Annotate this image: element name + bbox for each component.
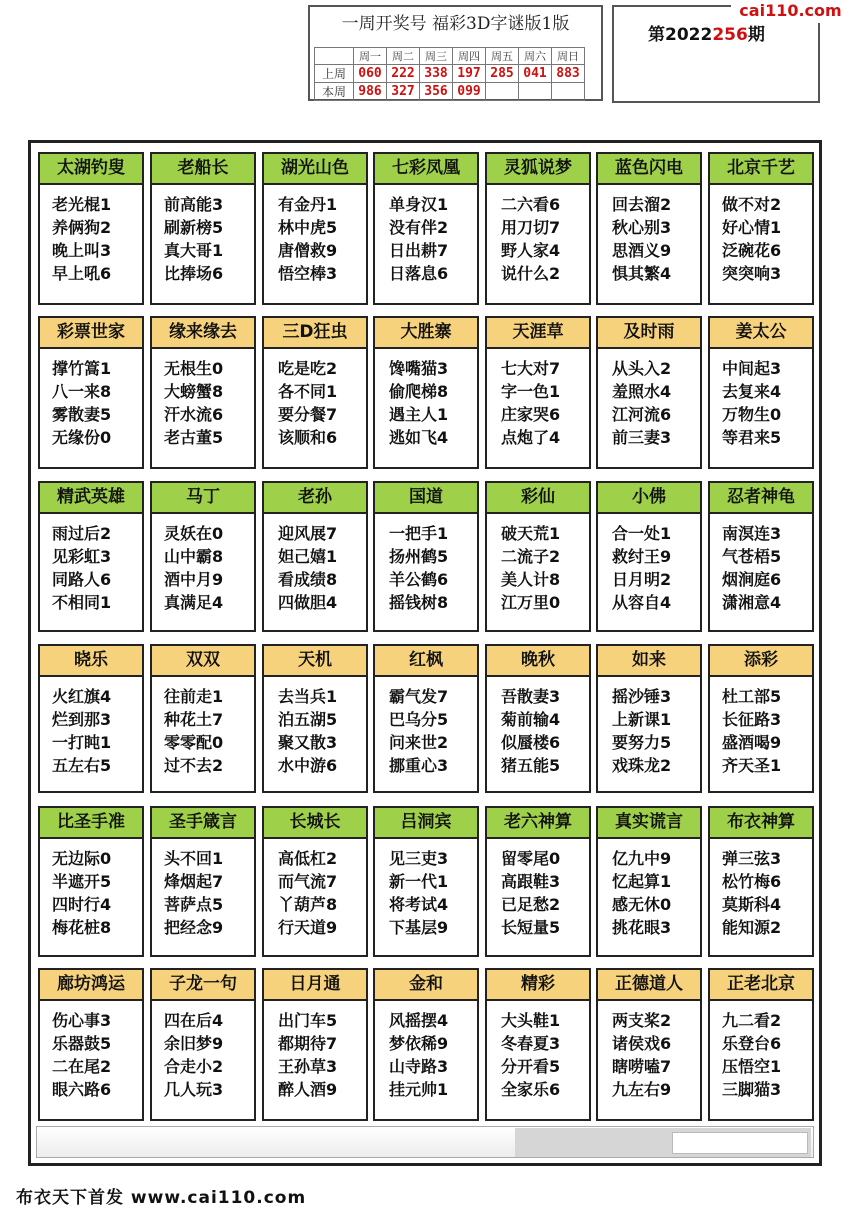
- riddle-line: 留零尾0: [501, 849, 561, 868]
- riddle-line: 过不去2: [164, 756, 224, 775]
- riddle-card: [150, 152, 256, 305]
- riddle-card: [150, 968, 256, 1121]
- riddle-card-title: 吕洞宾: [375, 808, 477, 839]
- riddle-line: 问来世2: [389, 733, 449, 752]
- riddle-line: 水中游6: [278, 756, 338, 775]
- this-week-number: [486, 83, 519, 101]
- last-week-number: 041: [519, 65, 552, 83]
- riddle-line: 合走小2: [164, 1057, 224, 1076]
- riddle-card: [708, 152, 814, 305]
- riddle-card-title: 老船长: [152, 154, 254, 185]
- riddle-card-title: 彩票世家: [40, 318, 142, 349]
- riddle-line: 单身汉1: [389, 195, 449, 214]
- riddle-line: 丫葫芦8: [278, 895, 338, 914]
- riddle-line: 好心情1: [722, 218, 782, 237]
- riddle-line: 都期待7: [278, 1034, 338, 1053]
- riddle-line: 大头鞋1: [501, 1011, 561, 1030]
- riddle-line: 迎风展7: [278, 524, 338, 543]
- riddle-line: 四做胆4: [278, 593, 338, 612]
- riddle-card-title: 马丁: [152, 483, 254, 514]
- riddle-line: 前高能3: [164, 195, 224, 214]
- riddle-card-title: 日月通: [264, 970, 366, 1001]
- riddle-card-title: 比圣手准: [40, 808, 142, 839]
- riddle-line: 潇湘意4: [722, 593, 782, 612]
- riddle-card-title: 国道: [375, 483, 477, 514]
- riddle-line: 用刀切7: [501, 218, 561, 237]
- riddle-line: 似蜃楼6: [501, 733, 561, 752]
- riddle-card-title: 天涯草: [487, 318, 589, 349]
- riddle-line: 回去溜2: [612, 195, 672, 214]
- riddle-line: 上新课1: [612, 710, 672, 729]
- riddle-card: [373, 481, 479, 632]
- riddle-line: 烂到那3: [52, 710, 112, 729]
- riddle-line: 看成绩8: [278, 570, 338, 589]
- riddle-line: 去当兵1: [278, 687, 338, 706]
- this-week-number: 986: [354, 83, 387, 101]
- riddle-card-title: 灵狐说梦: [487, 154, 589, 185]
- day-header: 周日: [552, 48, 585, 65]
- riddle-line: 乐登台6: [722, 1034, 782, 1053]
- riddle-line: 汗水流6: [164, 405, 224, 424]
- riddle-card: [262, 968, 368, 1121]
- riddle-line: 有金丹1: [278, 195, 338, 214]
- riddle-line: 该顺和6: [278, 428, 338, 447]
- issue-number: 第2022256期: [648, 25, 765, 45]
- riddle-card-title: 太湖钓叟: [40, 154, 142, 185]
- riddle-line: 真大哥1: [164, 241, 224, 260]
- riddle-line: 火红旗4: [52, 687, 112, 706]
- riddle-line: 霸气发7: [389, 687, 449, 706]
- riddle-line: 烽烟起7: [164, 872, 224, 891]
- riddle-card: [596, 806, 702, 957]
- riddle-line: 亿九中9: [612, 849, 672, 868]
- riddle-line: 日落息6: [389, 264, 449, 283]
- riddle-card-title: 双双: [152, 646, 254, 677]
- riddle-card-title: 子龙一句: [152, 970, 254, 1001]
- riddle-line: 一打盹1: [52, 733, 112, 752]
- riddle-line: 逃如飞4: [389, 428, 449, 447]
- riddle-line: 眼六路6: [52, 1080, 112, 1099]
- riddle-card-title: 如来: [598, 646, 700, 677]
- riddle-card: [708, 806, 814, 957]
- riddle-card-title: 北京千艺: [710, 154, 812, 185]
- riddle-line: 三脚猫3: [722, 1080, 782, 1099]
- riddle-line: 松竹梅6: [722, 872, 782, 891]
- footer-text[interactable]: 布衣天下首发 www.cai110.com: [16, 1188, 307, 1208]
- riddle-card-title: 彩仙: [487, 483, 589, 514]
- riddle-line: 要分餐7: [278, 405, 338, 424]
- bottom-bar-box: [672, 1132, 808, 1154]
- riddle-card-title: 小佛: [598, 483, 700, 514]
- riddle-line: 无边际0: [52, 849, 112, 868]
- riddle-line: 刷新榜5: [164, 218, 224, 237]
- riddle-line: 高跟鞋3: [501, 872, 561, 891]
- riddle-card: [485, 644, 591, 793]
- riddle-line: 八一来8: [52, 382, 112, 401]
- riddle-line: 从容自4: [612, 593, 672, 612]
- riddle-line: 美人计8: [501, 570, 561, 589]
- riddle-line: 吃是吃2: [278, 359, 338, 378]
- riddle-card-title: 七彩凤凰: [375, 154, 477, 185]
- this-week-number: 356: [420, 83, 453, 101]
- riddle-line: 五左右5: [52, 756, 112, 775]
- riddle-line: 一把手1: [389, 524, 449, 543]
- riddle-line: 二在尾2: [52, 1057, 112, 1076]
- riddle-line: 瞎唠嗑7: [612, 1057, 672, 1076]
- riddle-line: 馋嘴猫3: [389, 359, 449, 378]
- riddle-card: [708, 481, 814, 632]
- riddle-line: 前三妻3: [612, 428, 672, 447]
- riddle-line: 忆起算1: [612, 872, 672, 891]
- riddle-line: 几人玩3: [164, 1080, 224, 1099]
- riddle-line: 将考试4: [389, 895, 449, 914]
- riddle-card: [38, 481, 144, 632]
- riddle-card: [596, 644, 702, 793]
- riddle-line: 山寺路3: [389, 1057, 449, 1076]
- riddle-card-title: 正德道人: [598, 970, 700, 1001]
- riddle-line: 要努力5: [612, 733, 672, 752]
- riddle-line: 感无休0: [612, 895, 672, 914]
- riddle-card: [38, 968, 144, 1121]
- riddle-line: 做不对2: [722, 195, 782, 214]
- day-header: 周二: [387, 48, 420, 65]
- riddle-line: 菊前输4: [501, 710, 561, 729]
- last-week-number: 883: [552, 65, 585, 83]
- riddle-card: [485, 316, 591, 469]
- riddle-line: 而气流7: [278, 872, 338, 891]
- riddle-card: [38, 316, 144, 469]
- riddle-card: [262, 806, 368, 957]
- riddle-card-title: 晓乐: [40, 646, 142, 677]
- riddle-card-title: 精武英雄: [40, 483, 142, 514]
- riddle-line: 把经念9: [164, 918, 224, 937]
- riddle-line: 余旧梦9: [164, 1034, 224, 1053]
- riddle-line: 醉人酒9: [278, 1080, 338, 1099]
- riddle-line: 诸侯戏6: [612, 1034, 672, 1053]
- riddle-line: 零零配0: [164, 733, 224, 752]
- riddle-line: 万物生0: [722, 405, 782, 424]
- riddle-line: 分开看5: [501, 1057, 561, 1076]
- riddle-line: 二六看6: [501, 195, 561, 214]
- riddle-card: [596, 481, 702, 632]
- riddle-line: 突突响3: [722, 264, 782, 283]
- riddle-card-title: 金和: [375, 970, 477, 1001]
- riddle-line: 晚上叫3: [52, 241, 112, 260]
- riddle-line: 聚又散3: [278, 733, 338, 752]
- riddle-card: [150, 806, 256, 957]
- riddle-line: 说什么2: [501, 264, 561, 283]
- riddle-line: 日出耕7: [389, 241, 449, 260]
- riddle-line: 南溟连3: [722, 524, 782, 543]
- riddle-line: 扬州鹤5: [389, 547, 449, 566]
- riddle-line: 菩萨点5: [164, 895, 224, 914]
- riddle-card-title: 精彩: [487, 970, 589, 1001]
- riddle-line: 四时行4: [52, 895, 112, 914]
- riddle-card-title: 长城长: [264, 808, 366, 839]
- riddle-line: 野人家4: [501, 241, 561, 260]
- riddle-line: 没有伴2: [389, 218, 449, 237]
- riddle-card: [373, 152, 479, 305]
- riddle-line: 雨过后2: [52, 524, 112, 543]
- riddle-card-title: 真实谎言: [598, 808, 700, 839]
- riddle-card: [485, 968, 591, 1121]
- riddle-card: [262, 481, 368, 632]
- riddle-card: [262, 316, 368, 469]
- riddle-card: [373, 644, 479, 793]
- riddle-line: 江万里0: [501, 593, 561, 612]
- riddle-line: 高低杠2: [278, 849, 338, 868]
- day-header: 周六: [519, 48, 552, 65]
- riddle-line: 九二看2: [722, 1011, 782, 1030]
- riddle-line: 长短量5: [501, 918, 561, 937]
- riddle-card: [38, 152, 144, 305]
- riddle-line: 行天道9: [278, 918, 338, 937]
- riddle-line: 全家乐6: [501, 1080, 561, 1099]
- riddle-card-title: 缘来缘去: [152, 318, 254, 349]
- riddle-card: [38, 806, 144, 957]
- riddle-line: 悟空棒3: [278, 264, 338, 283]
- riddle-line: 偷爬梯8: [389, 382, 449, 401]
- riddle-line: 救纣王9: [612, 547, 672, 566]
- riddle-card: [373, 806, 479, 957]
- riddle-line: 七大对7: [501, 359, 561, 378]
- riddle-card-title: 蓝色闪电: [598, 154, 700, 185]
- riddle-line: 下基层9: [389, 918, 449, 937]
- riddle-line: 羊公鹤6: [389, 570, 449, 589]
- riddle-line: 唐僧救9: [278, 241, 338, 260]
- day-header: 周四: [453, 48, 486, 65]
- this-week-number: [552, 83, 585, 101]
- riddle-line: 风摇摆4: [389, 1011, 449, 1030]
- riddle-line: 不相同1: [52, 593, 112, 612]
- last-week-number: 285: [486, 65, 519, 83]
- riddle-line: 羞照水4: [612, 382, 672, 401]
- riddle-line: 撑竹篙1: [52, 359, 112, 378]
- riddle-line: 大螃蟹8: [164, 382, 224, 401]
- results-table: [314, 47, 585, 101]
- this-week-number: 099: [453, 83, 486, 101]
- riddle-line: 真满足4: [164, 593, 224, 612]
- this-week-number: 327: [387, 83, 420, 101]
- riddle-card: [262, 644, 368, 793]
- riddle-line: 灵妖在0: [164, 524, 224, 543]
- riddle-line: 泛碗花6: [722, 241, 782, 260]
- riddle-card-title: 湖光山色: [264, 154, 366, 185]
- riddle-card: [262, 152, 368, 305]
- riddle-line: 出门车5: [278, 1011, 338, 1030]
- riddle-card-title: 及时雨: [598, 318, 700, 349]
- riddle-card: [596, 152, 702, 305]
- riddle-card: [708, 968, 814, 1121]
- riddle-card-title: 正老北京: [710, 970, 812, 1001]
- riddle-line: 四在后4: [164, 1011, 224, 1030]
- riddle-line: 往前走1: [164, 687, 224, 706]
- riddle-line: 挪重心3: [389, 756, 449, 775]
- riddle-line: 林中虎5: [278, 218, 338, 237]
- riddle-line: 老古董5: [164, 428, 224, 447]
- riddle-card: [708, 644, 814, 793]
- riddle-line: 齐天圣1: [722, 756, 782, 775]
- riddle-card-title: 忍者神龟: [710, 483, 812, 514]
- riddle-card: [708, 316, 814, 469]
- riddle-line: 各不同1: [278, 382, 338, 401]
- day-header: 周三: [420, 48, 453, 65]
- riddle-line: 山中霸8: [164, 547, 224, 566]
- riddle-line: 无缘份0: [52, 428, 112, 447]
- riddle-card: [150, 644, 256, 793]
- riddle-line: 养俩狗2: [52, 218, 112, 237]
- riddle-card-title: 布衣神算: [710, 808, 812, 839]
- day-header: 周五: [486, 48, 519, 65]
- site-watermark[interactable]: cai110.com: [731, 1, 850, 23]
- last-week-number: 338: [420, 65, 453, 83]
- riddle-line: 气苍梧5: [722, 547, 782, 566]
- riddle-card-title: 老六神算: [487, 808, 589, 839]
- riddle-line: 挑花眼3: [612, 918, 672, 937]
- riddle-line: 惧其繁4: [612, 264, 672, 283]
- riddle-card-title: 晚秋: [487, 646, 589, 677]
- riddle-line: 酒中月9: [164, 570, 224, 589]
- riddle-line: 二流子2: [501, 547, 561, 566]
- weekly-results-panel: [308, 5, 603, 101]
- riddle-line: 妲己嬉1: [278, 547, 338, 566]
- riddle-card-title: 圣手箴言: [152, 808, 254, 839]
- riddle-line: 烟涧庭6: [722, 570, 782, 589]
- riddle-card: [150, 316, 256, 469]
- riddle-line: 见三吏3: [389, 849, 449, 868]
- riddle-card: [485, 481, 591, 632]
- riddle-card: [38, 644, 144, 793]
- riddle-card: [150, 481, 256, 632]
- results-title: 一周开奖号 福彩3D字谜版1版: [341, 14, 570, 34]
- riddle-line: 无根生0: [164, 359, 224, 378]
- riddle-line: 梅花桩8: [52, 918, 112, 937]
- riddle-line: 日月明2: [612, 570, 672, 589]
- riddle-card: [485, 806, 591, 957]
- riddle-line: 同路人6: [52, 570, 112, 589]
- riddle-line: 点炮了4: [501, 428, 561, 447]
- riddle-card-title: 三D狂虫: [264, 318, 366, 349]
- last-week-number: 197: [453, 65, 486, 83]
- riddle-card: [596, 316, 702, 469]
- riddle-line: 戏珠龙2: [612, 756, 672, 775]
- riddle-line: 长征路3: [722, 710, 782, 729]
- riddle-line: 巴乌分5: [389, 710, 449, 729]
- riddle-line: 早上吼6: [52, 264, 112, 283]
- riddle-line: 莫斯科4: [722, 895, 782, 914]
- riddle-line: 中间起3: [722, 359, 782, 378]
- riddle-card: [373, 316, 479, 469]
- riddle-line: 压悟空1: [722, 1057, 782, 1076]
- riddle-line: 秋心别3: [612, 218, 672, 237]
- riddle-card-title: 廊坊鸿运: [40, 970, 142, 1001]
- this-week-label: 本周: [315, 83, 354, 101]
- riddle-line: 等君来5: [722, 428, 782, 447]
- riddle-line: 新一代1: [389, 872, 449, 891]
- riddle-line: 能知源2: [722, 918, 782, 937]
- riddle-line: 比捧场6: [164, 264, 224, 283]
- riddle-line: 雾散妻5: [52, 405, 112, 424]
- riddle-line: 伤心事3: [52, 1011, 112, 1030]
- riddle-line: 头不回1: [164, 849, 224, 868]
- last-week-number: 060: [354, 65, 387, 83]
- riddle-line: 盛酒喝9: [722, 733, 782, 752]
- riddle-line: 猪五能5: [501, 756, 561, 775]
- riddle-line: 吾散妻3: [501, 687, 561, 706]
- riddle-line: 半遮开5: [52, 872, 112, 891]
- riddle-line: 庄家哭6: [501, 405, 561, 424]
- riddle-line: 两支桨2: [612, 1011, 672, 1030]
- riddle-line: 遇主人1: [389, 405, 449, 424]
- riddle-line: 去复来4: [722, 382, 782, 401]
- riddle-line: 合一处1: [612, 524, 672, 543]
- riddle-card-title: 天机: [264, 646, 366, 677]
- last-week-label: 上周: [315, 65, 354, 83]
- this-week-number: [519, 83, 552, 101]
- riddle-line: 已足愁2: [501, 895, 561, 914]
- riddle-line: 种花土7: [164, 710, 224, 729]
- riddle-line: 冬春夏3: [501, 1034, 561, 1053]
- riddle-line: 思酒义9: [612, 241, 672, 260]
- riddle-card: [485, 152, 591, 305]
- riddle-line: 九左右9: [612, 1080, 672, 1099]
- riddle-line: 破天荒1: [501, 524, 561, 543]
- riddle-card-title: 大胜寨: [375, 318, 477, 349]
- riddle-line: 梦依稀9: [389, 1034, 449, 1053]
- day-header: 周一: [354, 48, 387, 65]
- riddle-line: 老光棍1: [52, 195, 112, 214]
- riddle-line: 从头入2: [612, 359, 672, 378]
- riddle-line: 江河流6: [612, 405, 672, 424]
- riddle-line: 见彩虹3: [52, 547, 112, 566]
- riddle-line: 王孙草3: [278, 1057, 338, 1076]
- riddle-line: 泊五湖5: [278, 710, 338, 729]
- riddle-line: 摇沙锤3: [612, 687, 672, 706]
- riddle-card-title: 红枫: [375, 646, 477, 677]
- riddle-line: 弹三弦3: [722, 849, 782, 868]
- riddle-card-title: 姜太公: [710, 318, 812, 349]
- riddle-line: 挂元帅1: [389, 1080, 449, 1099]
- riddle-card-title: 老孙: [264, 483, 366, 514]
- last-week-number: 222: [387, 65, 420, 83]
- riddle-card-title: 添彩: [710, 646, 812, 677]
- riddle-card: [596, 968, 702, 1121]
- riddle-line: 杜工部5: [722, 687, 782, 706]
- riddle-line: 乐器鼓5: [52, 1034, 112, 1053]
- riddle-line: 字一色1: [501, 382, 561, 401]
- riddle-line: 摇钱树8: [389, 593, 449, 612]
- riddle-card: [373, 968, 479, 1121]
